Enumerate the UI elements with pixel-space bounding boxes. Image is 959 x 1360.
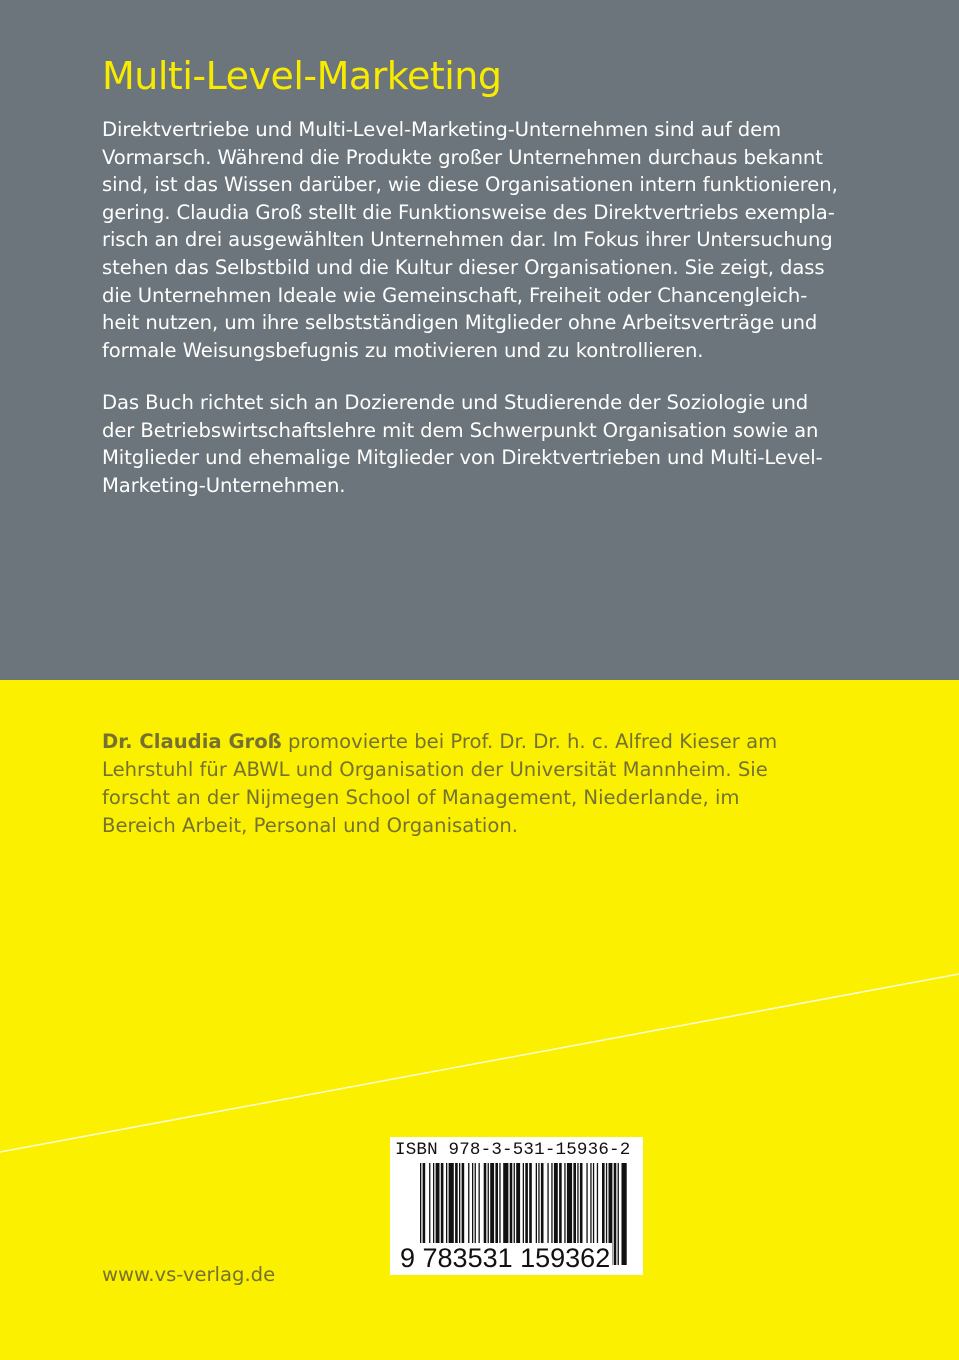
description-line: risch an drei ausgewählten Unternehmen dar. Im Fokus ihrer Untersuchung	[102, 228, 833, 252]
description-line: formale Weisungsbefugnis zu motivieren und zu kontrollieren.	[102, 338, 704, 362]
description-line: Vormarsch. Während die Produkte großer Unternehmen durchaus bekannt	[102, 145, 823, 169]
barcode-bar	[618, 1163, 619, 1265]
description	[102, 116, 838, 364]
audience-line: der Betriebswirtschaftslehre mit dem Schwerpunkt Organisation sowie an	[102, 418, 819, 442]
barcode-bar	[614, 1163, 617, 1265]
ean-number: 9 783531 159362	[400, 1243, 611, 1273]
description-line: gering. Claudia Groß stellt die Funktionsweise des Direktvertriebs exempla-	[102, 200, 835, 224]
description-line: sind, ist das Wissen darüber, wie diese Organisationen intern funktionieren,	[102, 173, 838, 197]
barcode-bar	[622, 1163, 627, 1265]
description-line: die Unternehmen Ideale wie Gemeinschaft, Freiheit oder Chancengleich-	[102, 283, 808, 307]
book-title: Multi-Level-Marketing	[102, 54, 502, 98]
bio-line: Lehrstuhl für ABWL und Organisation der Universität Mannheim. Sie	[102, 758, 768, 781]
audience-line: Mitglieder und ehemalige Mitglieder von Direktvertrieben und Multi-Level-	[102, 446, 823, 470]
isbn-barcode	[390, 1137, 643, 1275]
audience-line: Das Buch richtet sich an Dozierende und Studierende der Soziologie und	[102, 391, 809, 414]
author-bio	[102, 728, 777, 840]
bio-line: forscht an der Nijmegen School of Management, Niederlande, im	[102, 786, 740, 809]
audience-line: Marketing-Unternehmen.	[102, 473, 346, 497]
isbn-text: ISBN 978-3-531-15936-2	[395, 1140, 631, 1160]
description-line: Direktvertriebe und Multi-Level-Marketing-Unternehmen sind auf dem	[102, 118, 782, 141]
author-name: Dr. Claudia Groß	[102, 730, 282, 753]
publisher-website: www.vs-verlag.de	[102, 1263, 276, 1286]
bio-line: Bereich Arbeit, Personal und Organisation.	[102, 814, 519, 837]
audience	[102, 389, 823, 499]
description-line: heit nutzen, um ihre selbstständigen Mitglieder ohne Arbeitsverträge und	[102, 311, 818, 335]
description-line: stehen das Selbstbild und die Kultur dieser Organisationen. Sie zeigt, dass	[102, 255, 825, 279]
bio-line: promovierte bei Prof. Dr. Dr. h. c. Alfred Kieser am	[281, 730, 778, 753]
